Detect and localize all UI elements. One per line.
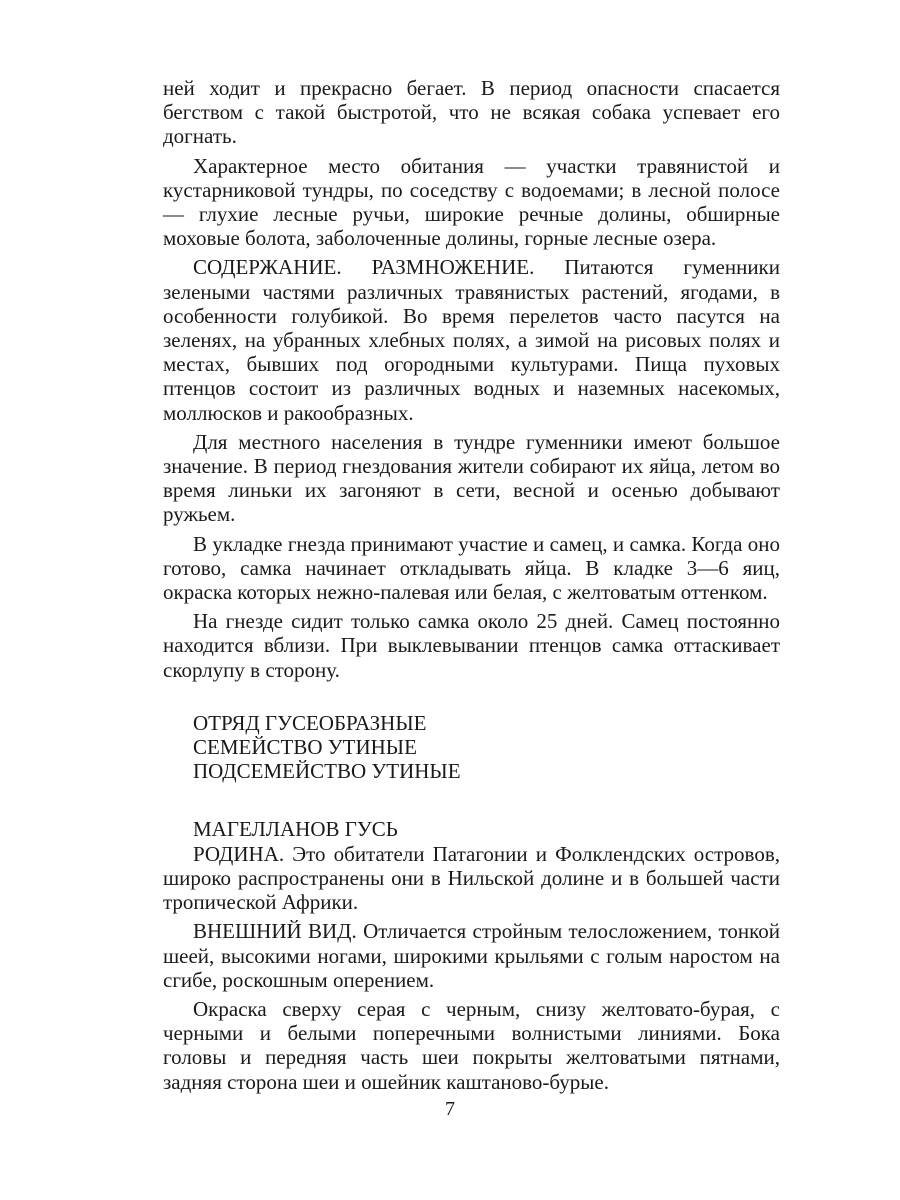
paragraph-appearance: ВНЕШНИЙ ВИД. Отличается стройным телосложением, тонкой шеей, высокими ногами, широкими крыльями с голым наростом на сгибе, роскошным оперением. [163,919,780,992]
paragraph-local-significance: Для местного населения в тундре гуменники имеют большое значение. В период гнездования жители собирают их яйца, летом во время линьки их загоняют в сети, весной и осенью добывают ружьем. [163,429,780,527]
paragraph-nest-building: В укладке гнезда принимают участие и самец, и самка. Когда оно готово, самка начинает откладывать яйца. В кладке 3—6 яиц, окраска которых нежно-палевая или белая, с желтоватым оттенком. [163,531,780,605]
classification-block [163,711,780,784]
paragraph-coloring: Окраска сверху серая с черным, снизу желтовато-бурая, с черными и белыми поперечными волнистыми линиями. Бока головы и передняя часть шеи покрыты желтоватыми пятнами, задняя сторона шеи и ошейник каштаново-бурые. [163,996,780,1094]
order-heading: ОТРЯД ГУСЕОБРАЗНЫЕ [193,710,427,735]
paragraph-homeland: РОДИНА. Это обитатели Патагонии и Фолклендских островов, широко распространены они в Нильской долине и в большей части тропической Африки. [163,841,780,915]
paragraph-habitat: Характерное место обитания — участки травянистой и кустарниковой тундры, по соседству с водоемами; в лесной полосе — глухие лесные ручьи, широкие речные долины, обширные моховые болота, заболоченные долины, горные лесные озера. [163,153,780,251]
species-title: МАГЕЛЛАНОВ ГУСЬ [193,817,398,842]
paragraph-incubation: На гнезде сидит только самка около 25 дней. Самец постоянно находится вблизи. При выклевывании птенцов самка оттаскивает скорлупу в сторону. [163,609,780,682]
page-body [163,76,780,1094]
subfamily-heading: ПОДСЕМЕЙСТВО УТИНЫЕ [193,759,461,784]
page-number: 7 [445,1098,455,1120]
paragraph-feeding: СОДЕРЖАНИЕ. РАЗМНОЖЕНИЕ. Питаются гуменники зелеными частями различных травянистых растений, ягодами, в особенности голубикой. Во время перелетов часто пасутся на зеленях, на убранных хлебных полях, а зимой на рисовых полях и местах, бывших под огородными культурами. Пища пуховых птенцов состоит из различных водных и наземных насекомых, моллюсков и ракообразных. [163,255,780,425]
paragraph-continuation: ней ходит и прекрасно бегает. В период опасности спасается бегством с такой быстротой, что не всякая собака успевает его догнать. [163,76,780,149]
family-heading: СЕМЕЙСТВО УТИНЫЕ [193,735,417,760]
